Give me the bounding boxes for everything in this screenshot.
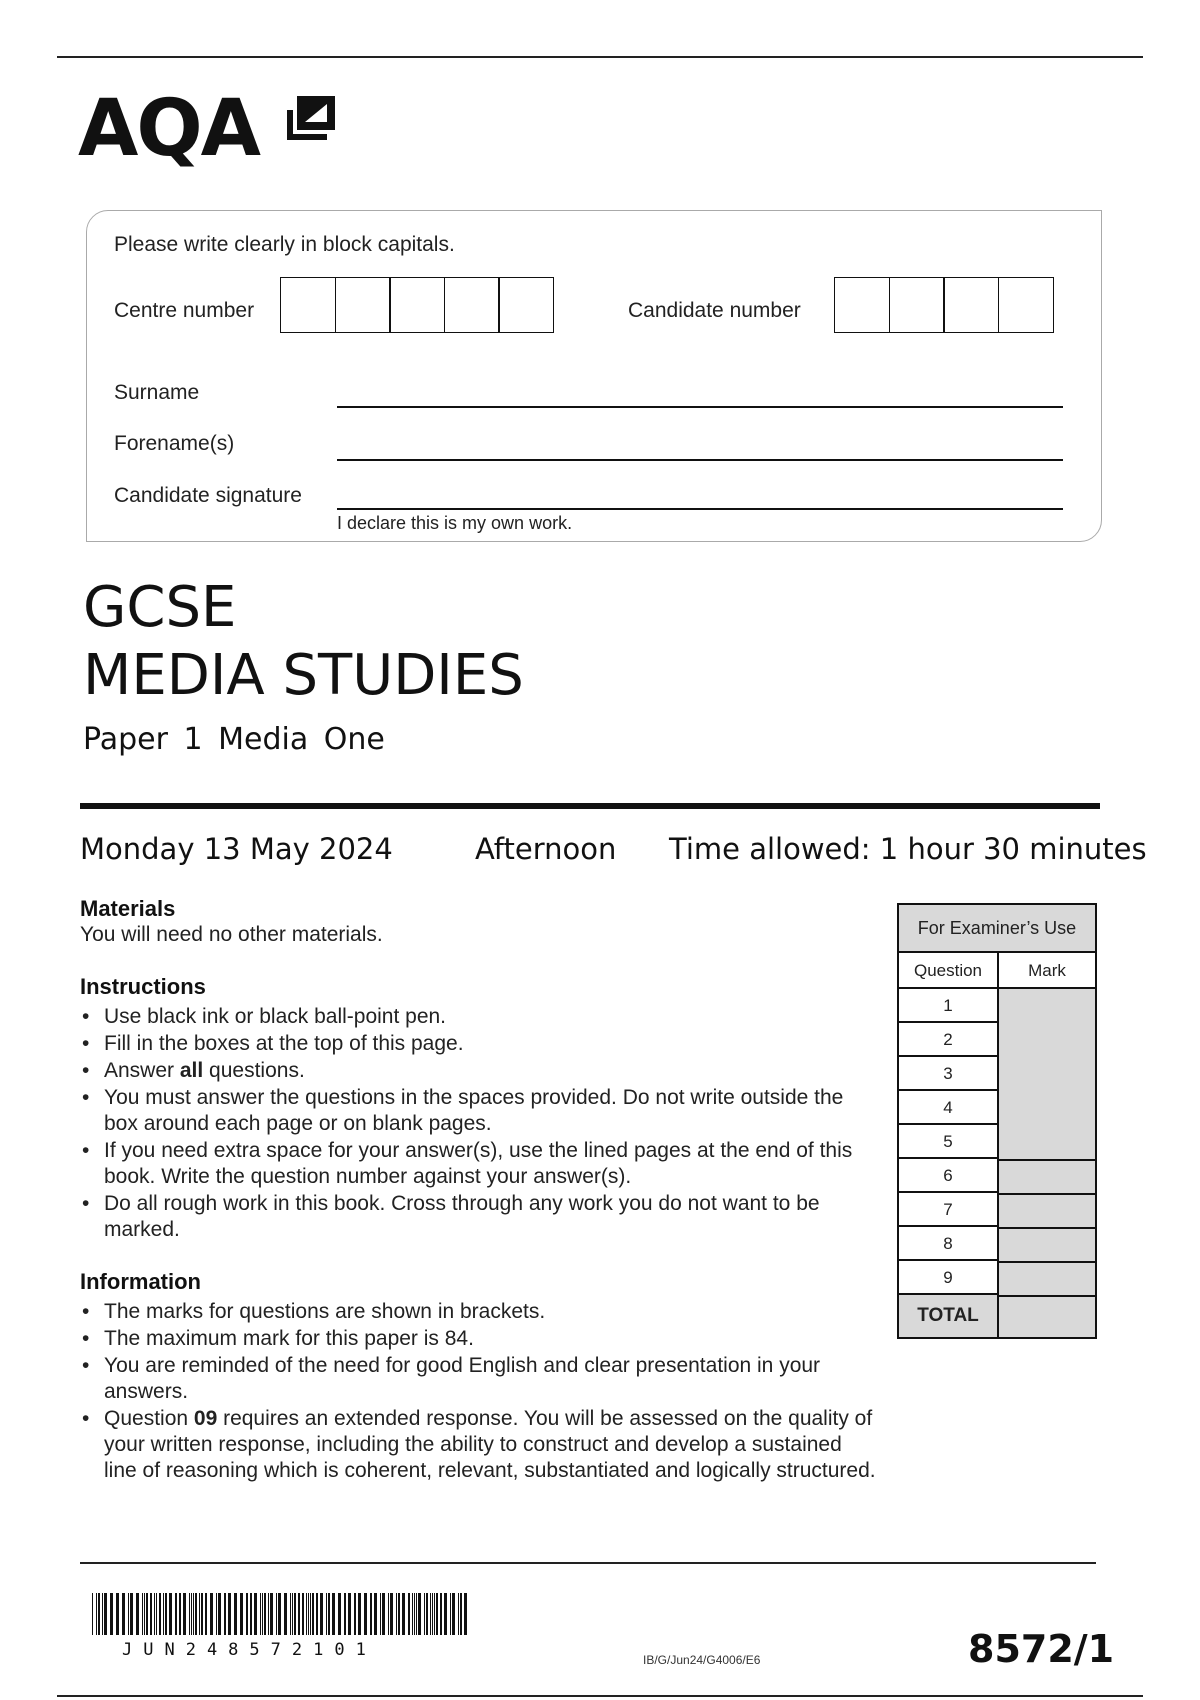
barcode-bar <box>142 1593 143 1635</box>
barcode-bar <box>364 1593 367 1635</box>
barcode-bar <box>370 1593 372 1635</box>
barcode-bar <box>284 1593 287 1635</box>
centre-number-box[interactable] <box>498 277 554 333</box>
barcode-bar <box>452 1593 455 1635</box>
barcode-bar <box>228 1593 231 1635</box>
centre-number-box[interactable] <box>444 277 500 333</box>
barcode-bar <box>175 1593 177 1635</box>
mark-cell <box>999 1193 1095 1227</box>
barcode-bar <box>396 1593 397 1635</box>
signature-line[interactable] <box>337 508 1063 510</box>
barcode-bar <box>183 1593 186 1635</box>
barcode-bar <box>130 1593 133 1635</box>
barcode-bar <box>326 1593 327 1635</box>
barcode-bar <box>122 1593 125 1635</box>
mark-cell <box>999 1261 1095 1295</box>
barcode-bar <box>270 1593 273 1635</box>
question-column <box>899 953 999 1337</box>
barcode-bar <box>338 1593 341 1635</box>
barcode-bar <box>104 1593 107 1635</box>
barcode-bar <box>234 1593 237 1635</box>
surname-line[interactable] <box>337 406 1063 408</box>
barcode-bar <box>426 1593 428 1635</box>
barcode-bar <box>424 1593 425 1635</box>
barcode-bar <box>179 1593 181 1635</box>
barcode-bar <box>276 1593 277 1635</box>
barcode-bar <box>169 1593 172 1635</box>
candidate-number-label: Candidate number <box>628 299 801 322</box>
barcode-bar <box>310 1593 311 1635</box>
barcode-bar <box>163 1593 164 1635</box>
materials-heading: Materials <box>80 896 176 921</box>
barcode-bar <box>464 1593 467 1635</box>
barcode-bar <box>199 1593 200 1635</box>
centre-number-box[interactable] <box>335 277 391 333</box>
information-heading: Information <box>80 1269 201 1294</box>
aqa-logo-text: AQA <box>78 84 260 174</box>
barcode-bar <box>412 1593 413 1635</box>
barcode-bar <box>205 1593 207 1635</box>
barcode-bar <box>278 1593 281 1635</box>
barcode-text: JUN248572101 <box>122 1640 377 1660</box>
barcode-bar <box>116 1593 119 1635</box>
barcode-bar <box>102 1593 103 1635</box>
aqa-logo <box>78 84 260 174</box>
barcode-bar <box>98 1593 100 1635</box>
barcode-bar <box>264 1593 266 1635</box>
barcode-bar <box>290 1593 291 1635</box>
barcode-bar <box>444 1593 447 1635</box>
mark-column <box>999 953 1095 1337</box>
barcode-bar <box>298 1593 300 1635</box>
barcode-bar <box>308 1593 309 1635</box>
barcode-bar <box>268 1593 269 1635</box>
candidate-number-box[interactable] <box>998 277 1054 333</box>
front-matter <box>80 896 880 1485</box>
barcode-bar <box>432 1593 433 1635</box>
instructions-list <box>80 1004 880 1243</box>
barcode-bar <box>312 1593 314 1635</box>
aqa-logo-mark-icon <box>283 92 337 146</box>
information-item: • Question 09 requires an extended response. You will be assessed on the quality of your written response, including the ability to construct and develop a sustained line of reasoning which is coherent, relevant, substantiated and logically structured. <box>104 1406 880 1484</box>
barcode-bar <box>434 1593 435 1635</box>
surname-label: Surname <box>114 381 200 404</box>
barcode-bars <box>92 1593 472 1635</box>
signature-label: Candidate signature <box>114 484 302 507</box>
barcode-bar <box>262 1593 263 1635</box>
footer-rule <box>80 1562 1096 1564</box>
instruction-item: • You must answer the questions in the spaces provided. Do not write outside the box around each page or on blank pages. <box>104 1085 880 1137</box>
barcode <box>92 1593 472 1660</box>
barcode-bar <box>150 1593 152 1635</box>
barcode-bar <box>254 1593 257 1635</box>
barcode-bar <box>218 1593 221 1635</box>
question-number: 1 <box>899 989 997 1023</box>
exam-session: Afternoon <box>475 832 617 866</box>
information-item: • The maximum mark for this paper is 84. <box>104 1326 880 1352</box>
barcode-bar <box>414 1593 415 1635</box>
barcode-bar <box>332 1593 335 1635</box>
instruction-item: • Use black ink or black ball-point pen. <box>104 1004 880 1030</box>
barcode-bar <box>146 1593 148 1635</box>
barcode-bar <box>408 1593 410 1635</box>
barcode-bar <box>210 1593 213 1635</box>
centre-number-box[interactable] <box>280 277 336 333</box>
total-mark-cell <box>999 1295 1095 1337</box>
information-item: • You are reminded of the need for good English and clear presentation in your answers. <box>104 1353 880 1405</box>
materials-text: You will need no other materials. <box>80 923 383 946</box>
barcode-bar <box>306 1593 307 1635</box>
barcode-bar <box>320 1593 323 1635</box>
question-number: 3 <box>899 1057 997 1091</box>
barcode-bar <box>328 1593 330 1635</box>
mark-header: Mark <box>999 953 1095 989</box>
barcode-bar <box>292 1593 293 1635</box>
barcode-bar <box>96 1593 97 1635</box>
barcode-bar <box>165 1593 167 1635</box>
barcode-bar <box>191 1593 192 1635</box>
barcode-bar <box>159 1593 161 1635</box>
mark-cell-group-1-5 <box>999 989 1095 1159</box>
barcode-bar <box>382 1593 385 1635</box>
candidate-number-box[interactable] <box>889 277 945 333</box>
barcode-bar <box>246 1593 248 1635</box>
paper-code: 8572/1 <box>968 1627 1115 1671</box>
barcode-bar <box>250 1593 252 1635</box>
barcode-bar <box>458 1593 459 1635</box>
mark-cell <box>999 1227 1095 1261</box>
question-number: 4 <box>899 1091 997 1125</box>
barcode-bar <box>92 1593 93 1635</box>
subject-title: MEDIA STUDIES <box>83 643 524 708</box>
barcode-bar <box>390 1593 393 1635</box>
barcode-bar <box>354 1593 356 1635</box>
instructions-heading: Instructions <box>80 974 206 999</box>
title-divider <box>80 803 1100 809</box>
barcode-bar <box>224 1593 226 1635</box>
question-header: Question <box>899 953 997 989</box>
barcode-bar <box>216 1593 217 1635</box>
barcode-bar <box>195 1593 197 1635</box>
candidate-number-box[interactable] <box>834 277 890 333</box>
exam-level-title: GCSE <box>83 575 237 640</box>
barcode-bar <box>260 1593 261 1635</box>
top-rule <box>57 56 1143 58</box>
barcode-bar <box>398 1593 400 1635</box>
barcode-bar <box>344 1593 346 1635</box>
barcode-bar <box>388 1593 389 1635</box>
mark-cell <box>999 1159 1095 1193</box>
barcode-bar <box>136 1593 139 1635</box>
bottom-rule <box>57 1695 1143 1697</box>
barcode-bar <box>193 1593 194 1635</box>
information-item: • The marks for questions are shown in brackets. <box>104 1299 880 1325</box>
time-allowed: Time allowed: 1 hour 30 minutes <box>669 832 1147 866</box>
barcode-bar <box>156 1593 157 1635</box>
barcode-bar <box>201 1593 203 1635</box>
candidate-number-box[interactable] <box>943 277 999 333</box>
instruction-item: • Answer all questions. <box>104 1058 880 1084</box>
barcode-bar <box>302 1593 304 1635</box>
barcode-bar <box>460 1593 462 1635</box>
question-number: 5 <box>899 1125 997 1159</box>
block-capitals-instruction: Please write clearly in block capitals. <box>114 233 455 256</box>
examiner-use-title: For Examiner’s Use <box>899 905 1095 953</box>
centre-number-box[interactable] <box>389 277 445 333</box>
paper-title: Paper 1 Media One <box>83 722 385 757</box>
barcode-bar <box>402 1593 405 1635</box>
question-number: 6 <box>899 1159 997 1193</box>
total-label: TOTAL <box>899 1295 997 1337</box>
instruction-item: • If you need extra space for your answer(s), use the lined pages at the end of this book. Write the question number against your answer(s). <box>104 1138 880 1190</box>
barcode-bar <box>380 1593 381 1635</box>
barcode-bar <box>154 1593 155 1635</box>
forenames-line[interactable] <box>337 459 1063 461</box>
barcode-bar <box>440 1593 442 1635</box>
barcode-bar <box>358 1593 361 1635</box>
barcode-bar <box>450 1593 451 1635</box>
centre-number-label: Centre number <box>114 299 255 322</box>
exam-date: Monday 13 May 2024 <box>80 832 393 866</box>
question-number: 9 <box>899 1261 997 1295</box>
barcode-bar <box>128 1593 129 1635</box>
examiner-use-table <box>897 903 1097 1339</box>
barcode-bar <box>316 1593 318 1635</box>
barcode-bar <box>240 1593 243 1635</box>
document-reference: IB/G/Jun24/G4006/E6 <box>643 1653 761 1667</box>
barcode-bar <box>416 1593 417 1635</box>
question-number: 8 <box>899 1227 997 1261</box>
barcode-bar <box>189 1593 190 1635</box>
question-number: 2 <box>899 1023 997 1057</box>
barcode-bar <box>348 1593 351 1635</box>
centre-number-field[interactable] <box>280 277 554 333</box>
forenames-label: Forename(s) <box>114 432 235 455</box>
barcode-bar <box>110 1593 113 1635</box>
information-list <box>80 1299 880 1484</box>
barcode-bar <box>374 1593 377 1635</box>
declaration-text: I declare this is my own work. <box>337 513 573 533</box>
barcode-bar <box>294 1593 296 1635</box>
question-number: 7 <box>899 1193 997 1227</box>
candidate-number-field[interactable] <box>834 277 1054 333</box>
barcode-bar <box>418 1593 421 1635</box>
instruction-item: • Fill in the boxes at the top of this page. <box>104 1031 880 1057</box>
barcode-bar <box>144 1593 145 1635</box>
barcode-bar <box>430 1593 431 1635</box>
barcode-bar <box>436 1593 438 1635</box>
instruction-item: • Do all rough work in this book. Cross through any work you do not want to be marked. <box>104 1191 880 1243</box>
